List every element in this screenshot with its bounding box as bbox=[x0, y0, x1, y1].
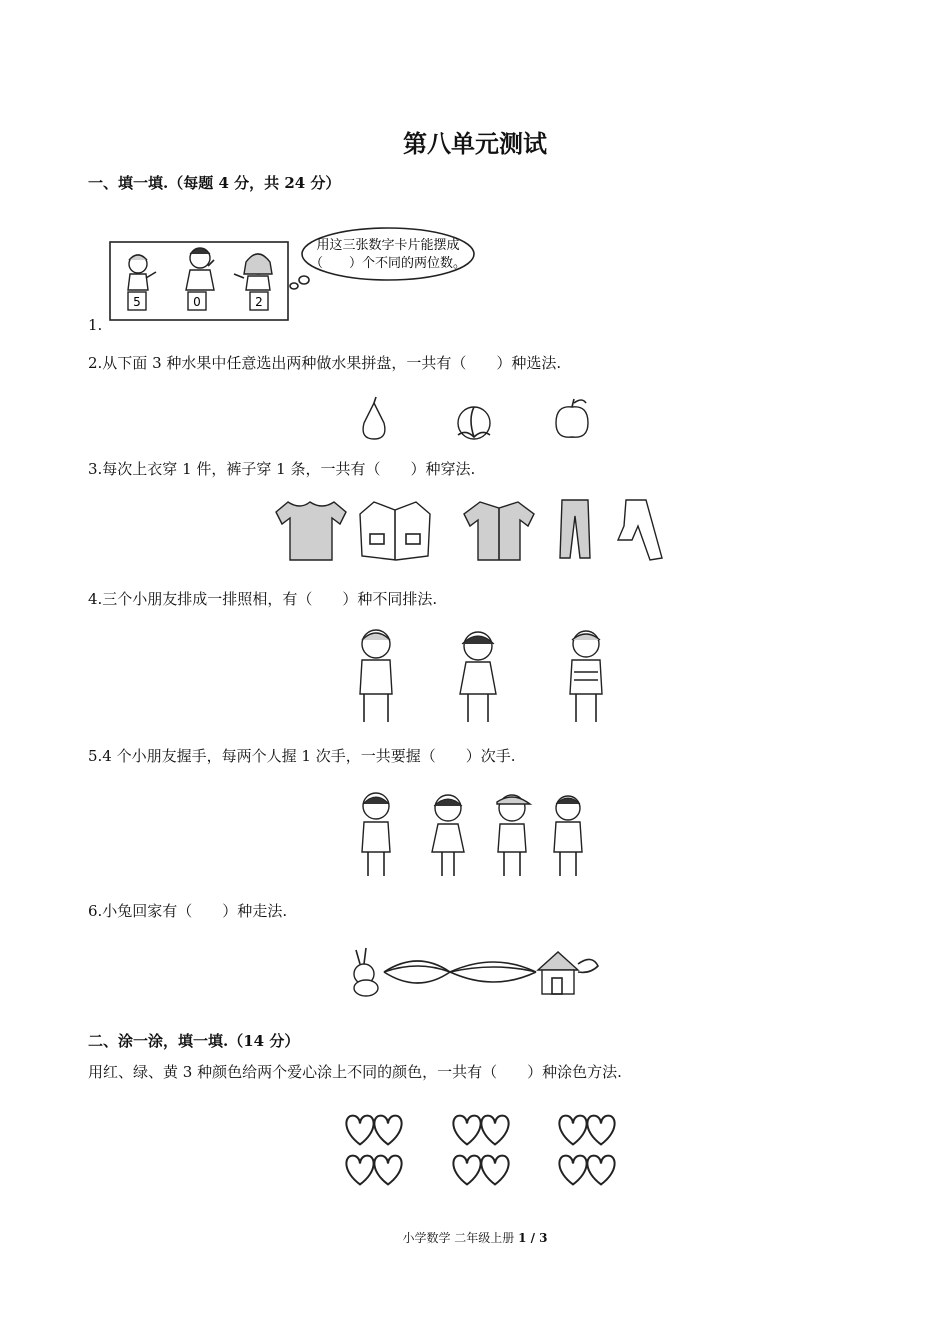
section-1-heading: 一、填一填.（每题 4 分，共 24 分） bbox=[88, 174, 341, 192]
fruits-illustration bbox=[350, 395, 600, 443]
trousers-icon-2 bbox=[618, 500, 662, 560]
paths bbox=[384, 961, 536, 983]
heart-icon bbox=[453, 1116, 480, 1145]
child-figure-2 bbox=[186, 248, 214, 290]
bubble-line-1: 用这三张数字卡片能摆成 bbox=[316, 238, 460, 253]
heart-icon bbox=[453, 1156, 480, 1185]
girl-figure bbox=[460, 632, 496, 722]
child-figure-d bbox=[554, 796, 582, 876]
jacket-icon bbox=[360, 502, 430, 560]
heart-icon bbox=[481, 1156, 508, 1185]
heart-icon bbox=[587, 1156, 614, 1185]
section-2-heading: 二、涂一涂，填一填.（14 分） bbox=[88, 1032, 300, 1050]
card-0-label: 0 bbox=[193, 295, 201, 309]
shirt-icon bbox=[464, 502, 534, 560]
child-figure-a bbox=[362, 793, 390, 876]
page-title: 第八单元测试 bbox=[403, 129, 547, 158]
boy-figure-1 bbox=[360, 630, 392, 722]
q4-text: 4.三个小朋友排成一排照相，有（ ）种不同排法. bbox=[88, 590, 438, 608]
heart-icon bbox=[559, 1116, 586, 1145]
bubble-line-2: （ ）个不同的两位数。 bbox=[309, 256, 467, 271]
hearts-grid bbox=[340, 1108, 620, 1190]
boy-figure-2 bbox=[570, 631, 602, 722]
heart-icon bbox=[374, 1116, 401, 1145]
child-figure-1 bbox=[128, 255, 156, 290]
heart-icon bbox=[559, 1156, 586, 1185]
pear-icon bbox=[363, 397, 385, 439]
footer-page-number: 1 / 3 bbox=[518, 1231, 548, 1245]
trousers-icon-1 bbox=[560, 500, 590, 558]
heart-icon bbox=[374, 1156, 401, 1185]
q1-illustration bbox=[108, 228, 488, 323]
heart-icon bbox=[346, 1156, 373, 1185]
card-5-label: 5 bbox=[133, 295, 141, 309]
q2-text: 2.从下面 3 种水果中任意选出两种做水果拼盘，一共有（ ）种选法. bbox=[88, 354, 562, 372]
rabbit-icon bbox=[354, 948, 378, 996]
peach-icon bbox=[458, 407, 490, 439]
four-kids-illustration bbox=[352, 790, 592, 882]
heart-icon bbox=[346, 1116, 373, 1145]
card-2-label: 2 bbox=[255, 295, 263, 309]
speech-bubble bbox=[302, 228, 474, 280]
child-figure-b bbox=[432, 795, 464, 876]
three-kids-illustration bbox=[350, 626, 620, 728]
q6-text: 6.小兔回家有（ ）种走法. bbox=[88, 902, 288, 920]
section-2-text: 用红、绿、黄 3 种颜色给两个爱心涂上不同的颜色，一共有（ ）种涂色方法. bbox=[88, 1063, 622, 1081]
footer-subject: 小学数学 二年级上册 bbox=[402, 1231, 519, 1245]
q3-text: 3.每次上衣穿 1 件，裤子穿 1 条，一共有（ ）种穿法. bbox=[88, 460, 476, 478]
house-icon bbox=[538, 952, 598, 994]
q1-number: 1. bbox=[88, 316, 103, 334]
heart-icon bbox=[481, 1116, 508, 1145]
child-figure-3 bbox=[234, 254, 272, 290]
heart-icon bbox=[587, 1116, 614, 1145]
page-footer bbox=[0, 1229, 950, 1246]
rabbit-home-paths-illustration bbox=[346, 944, 602, 1000]
child-figure-c bbox=[497, 795, 530, 876]
tshirt-icon bbox=[276, 502, 346, 560]
q5-text: 5.4 个小朋友握手，每两个人握 1 次手，一共要握（ ）次手. bbox=[88, 747, 516, 765]
clothes-illustration bbox=[270, 496, 670, 568]
apple-icon bbox=[556, 399, 588, 437]
